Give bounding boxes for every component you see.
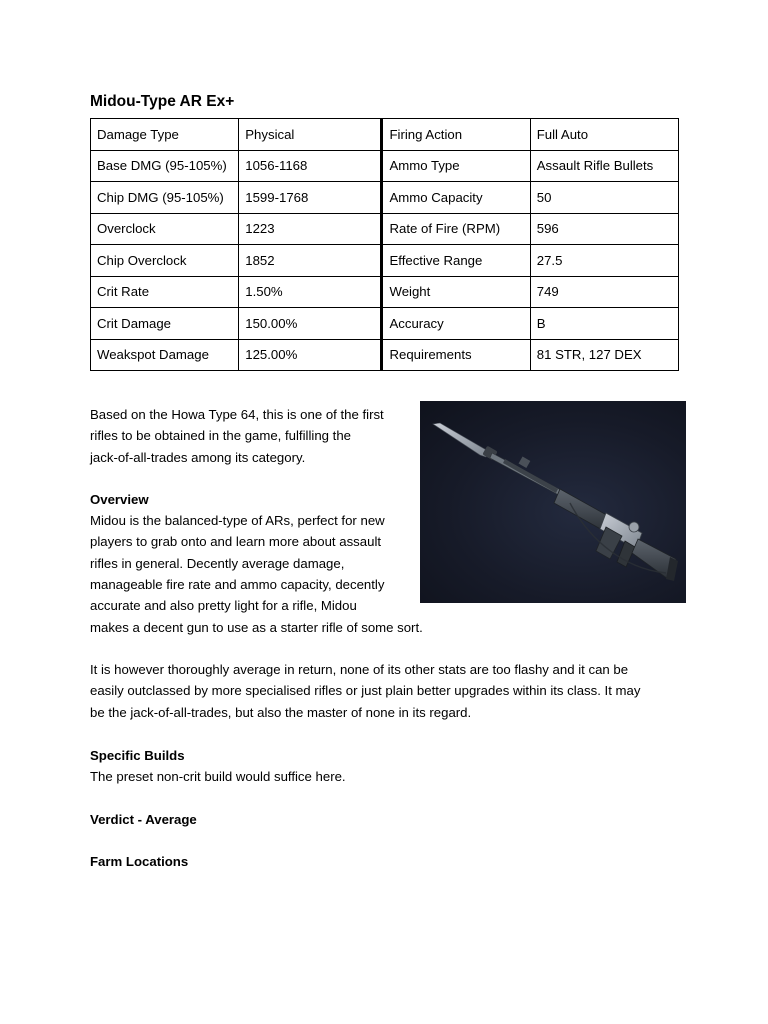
overview-line: players to grab onto and learn more about assault <box>90 534 382 550</box>
stat-value: 1599-1768 <box>239 182 382 214</box>
table-row <box>91 276 679 308</box>
stat-value: 1852 <box>239 245 382 277</box>
stat-label: Crit Rate <box>91 276 239 308</box>
stat-value: 1.50% <box>239 276 382 308</box>
intro-line: Based on the Howa Type 64, this is one of the first <box>90 407 384 422</box>
stat-value: 27.5 <box>530 245 678 277</box>
overview-line: Midou is the balanced-type of ARs, perfect for new <box>90 513 385 528</box>
verdict-heading: Verdict - Average <box>90 812 197 827</box>
stat-value: 81 STR, 127 DEX <box>530 339 678 371</box>
specific-builds-heading: Specific Builds <box>90 748 185 763</box>
intro-line: rifles to be obtained in the game, fulfilling the <box>90 428 351 444</box>
average-paragraph <box>90 659 680 723</box>
stat-value: 50 <box>530 182 678 214</box>
table-row <box>91 213 679 245</box>
stat-label: Damage Type <box>91 119 239 151</box>
table-row <box>91 119 679 151</box>
stat-label: Base DMG (95-105%) <box>91 150 239 182</box>
overview-paragraph <box>90 510 440 616</box>
stat-label: Weakspot Damage <box>91 339 239 371</box>
stat-label: Chip DMG (95-105%) <box>91 182 239 214</box>
table-row <box>91 308 679 340</box>
page-title: Midou-Type AR Ex+ <box>90 93 235 110</box>
paragraph-line: easily outclassed by more specialised rifles or just plain better upgrades within its class. It may <box>90 683 641 699</box>
table-row <box>91 339 679 371</box>
overview-line: rifles in general. Decently average damage, <box>90 555 345 571</box>
stat-label: Overclock <box>91 213 239 245</box>
stat-value: 125.00% <box>239 339 382 371</box>
assault-rifle-icon <box>420 401 686 603</box>
table-row <box>91 182 679 214</box>
specific-builds-text: The preset non-crit build would suffice here. <box>90 769 346 784</box>
farm-locations-heading: Farm Locations <box>90 854 189 869</box>
stat-label: Crit Damage <box>91 308 239 340</box>
intro-paragraph <box>90 404 410 468</box>
table-row <box>91 245 679 277</box>
stat-label: Chip Overclock <box>91 245 239 277</box>
overview-line: makes a decent gun to use as a starter rifle of some sort. <box>90 620 423 635</box>
weapon-image <box>420 401 686 603</box>
stat-label: Ammo Type <box>382 150 530 182</box>
stat-value: 749 <box>530 276 678 308</box>
overview-line: manageable fire rate and ammo capacity, decently <box>90 576 385 592</box>
weapon-stats-table <box>90 118 679 371</box>
stat-value: Full Auto <box>530 119 678 151</box>
stat-value: 150.00% <box>239 308 382 340</box>
stat-label: Requirements <box>382 339 530 371</box>
overview-heading: Overview <box>90 492 149 507</box>
stat-value: 1223 <box>239 213 382 245</box>
stat-label: Ammo Capacity <box>382 182 530 214</box>
intro-line: jack-of-all-trades among its category. <box>90 449 306 465</box>
overview-line: accurate and also pretty light for a rifle, Midou <box>90 598 357 614</box>
stat-label: Weight <box>382 276 530 308</box>
stat-value: B <box>530 308 678 340</box>
stat-value: 596 <box>530 213 678 245</box>
stat-value: Assault Rifle Bullets <box>530 150 678 182</box>
stat-label: Rate of Fire (RPM) <box>382 213 530 245</box>
table-row <box>91 150 679 182</box>
stat-label: Firing Action <box>382 119 530 151</box>
stat-value: Physical <box>239 119 382 151</box>
stat-label: Accuracy <box>382 308 530 340</box>
paragraph-line: be the jack-of-all-trades, but also the master of none in its regard. <box>90 704 472 720</box>
paragraph-line: It is however thoroughly average in return, none of its other stats are too flashy and it can be <box>90 662 629 677</box>
stat-value: 1056-1168 <box>239 150 382 182</box>
stat-label: Effective Range <box>382 245 530 277</box>
